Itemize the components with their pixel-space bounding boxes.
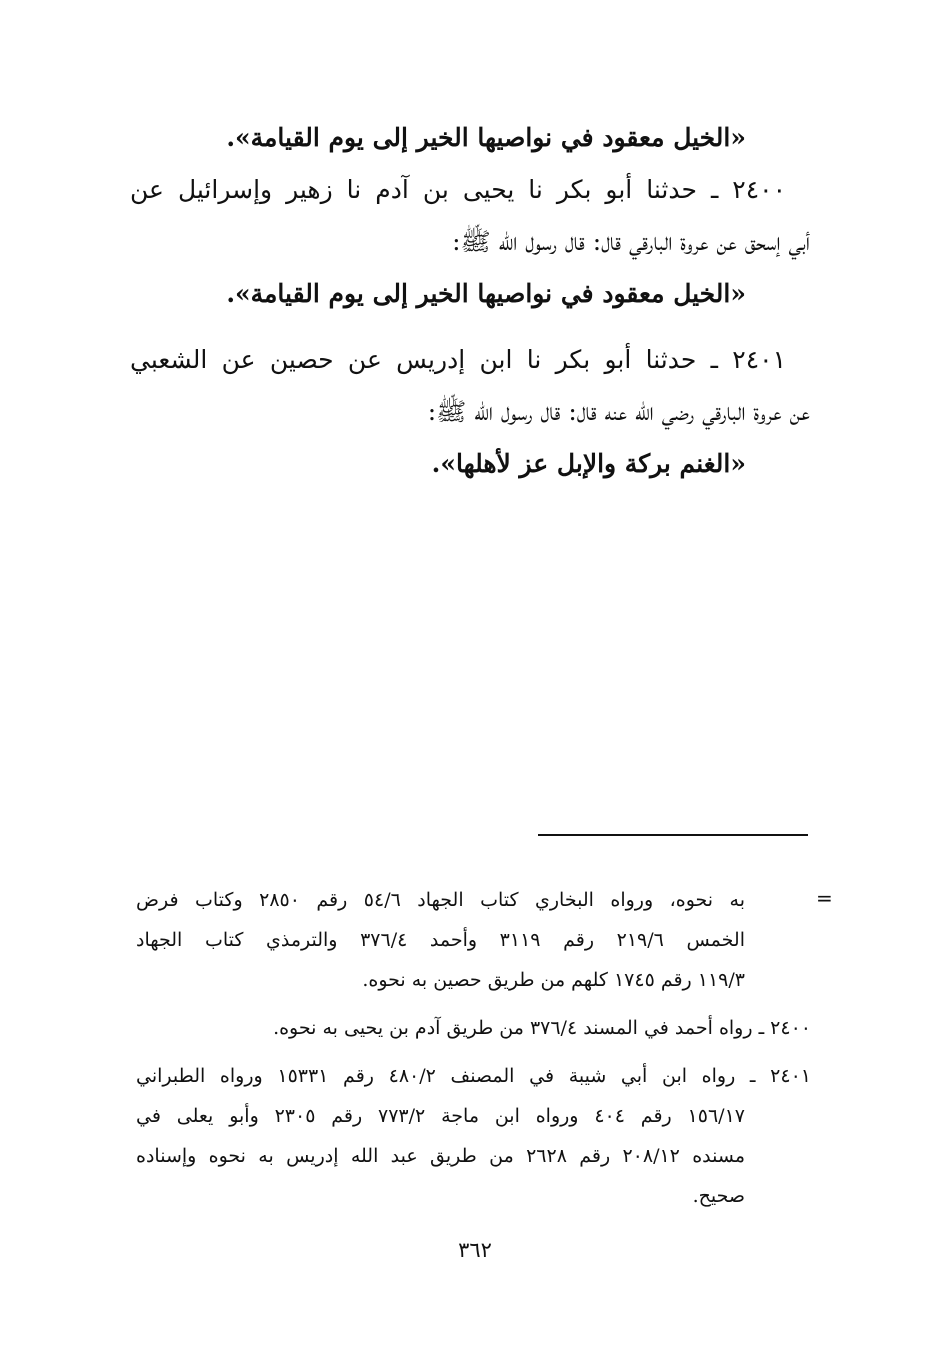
footnote-2401-line-2: ١٥٦/١٧ رقم ٤٠٤ ورواه ابن ماجة ٧٧٣/٢ رقم ٢٣٠٥ وأبو يعلى في bbox=[136, 1105, 745, 1127]
hadith-2400-quote: «الخيل معقود في نواصيها الخير إلى يوم القيامة». bbox=[226, 279, 746, 308]
footnote-continued-line-2: الخمس ٢١٩/٦ رقم ٣١١٩ وأحمد ٣٧٦/٤ والترمذي كتاب الجهاد bbox=[136, 929, 745, 951]
hadith-2401-quote: «الغنم بركة والإبل عز لأهلها». bbox=[431, 449, 746, 478]
hadith-2401-line-2: عن عروة البارقي رضي الله عنه قال: قال رسول الله ﷺ: bbox=[427, 397, 810, 426]
footnote-continued-line-1: به نحوه، ورواه البخاري كتاب الجهاد ٥٤/٦ رقم ٢٨٥٠ وكتاب فرض bbox=[136, 889, 746, 911]
footnotes-block bbox=[136, 880, 811, 1216]
page-number: ٣٦٢ bbox=[458, 1238, 492, 1262]
hadith-2401-line-1: ٢٤٠١ ـ حدثنا أبو بكر نا ابن إدريس عن حصين عن الشعبي bbox=[130, 345, 786, 374]
hadith-text-block bbox=[130, 112, 810, 490]
footnote-2400: ٢٤٠٠ ـ رواه أحمد في المسند ٣٧٦/٤ من طريق آدم بن يحيى به نحوه. bbox=[273, 1017, 811, 1039]
hadith-2400-line-2: أبي إسحق عن عروة البارقي قال: قال رسول الله ﷺ: bbox=[452, 227, 810, 256]
footnote-continued-line-3: ١١٩/٣ رقم ١٧٤٥ كلهم من طريق حصين به نحوه. bbox=[362, 969, 745, 991]
footnote-continuation-mark: = bbox=[816, 886, 833, 910]
footnote-2401-line-4: صحيح. bbox=[692, 1185, 745, 1207]
footnote-2401-line-3: مسنده ٢٠٨/١٢ رقم ٢٦٢٨ من طريق عبد الله إدريس به نحوه وإسناده bbox=[136, 1145, 745, 1167]
hadith-quote-line: «الخيل معقود في نواصيها الخير إلى يوم القيامة». bbox=[226, 123, 746, 152]
footnote-2401-line-1: ٢٤٠١ ـ رواه ابن أبي شيبة في المصنف ٤٨٠/٢ رقم ١٥٣٣١ ورواه الطبراني bbox=[136, 1065, 811, 1087]
footnote-separator bbox=[538, 834, 808, 836]
hadith-2400-line-1: ٢٤٠٠ ـ حدثنا أبو بكر نا يحيى بن آدم نا زهير وإسرائيل عن bbox=[130, 175, 786, 204]
